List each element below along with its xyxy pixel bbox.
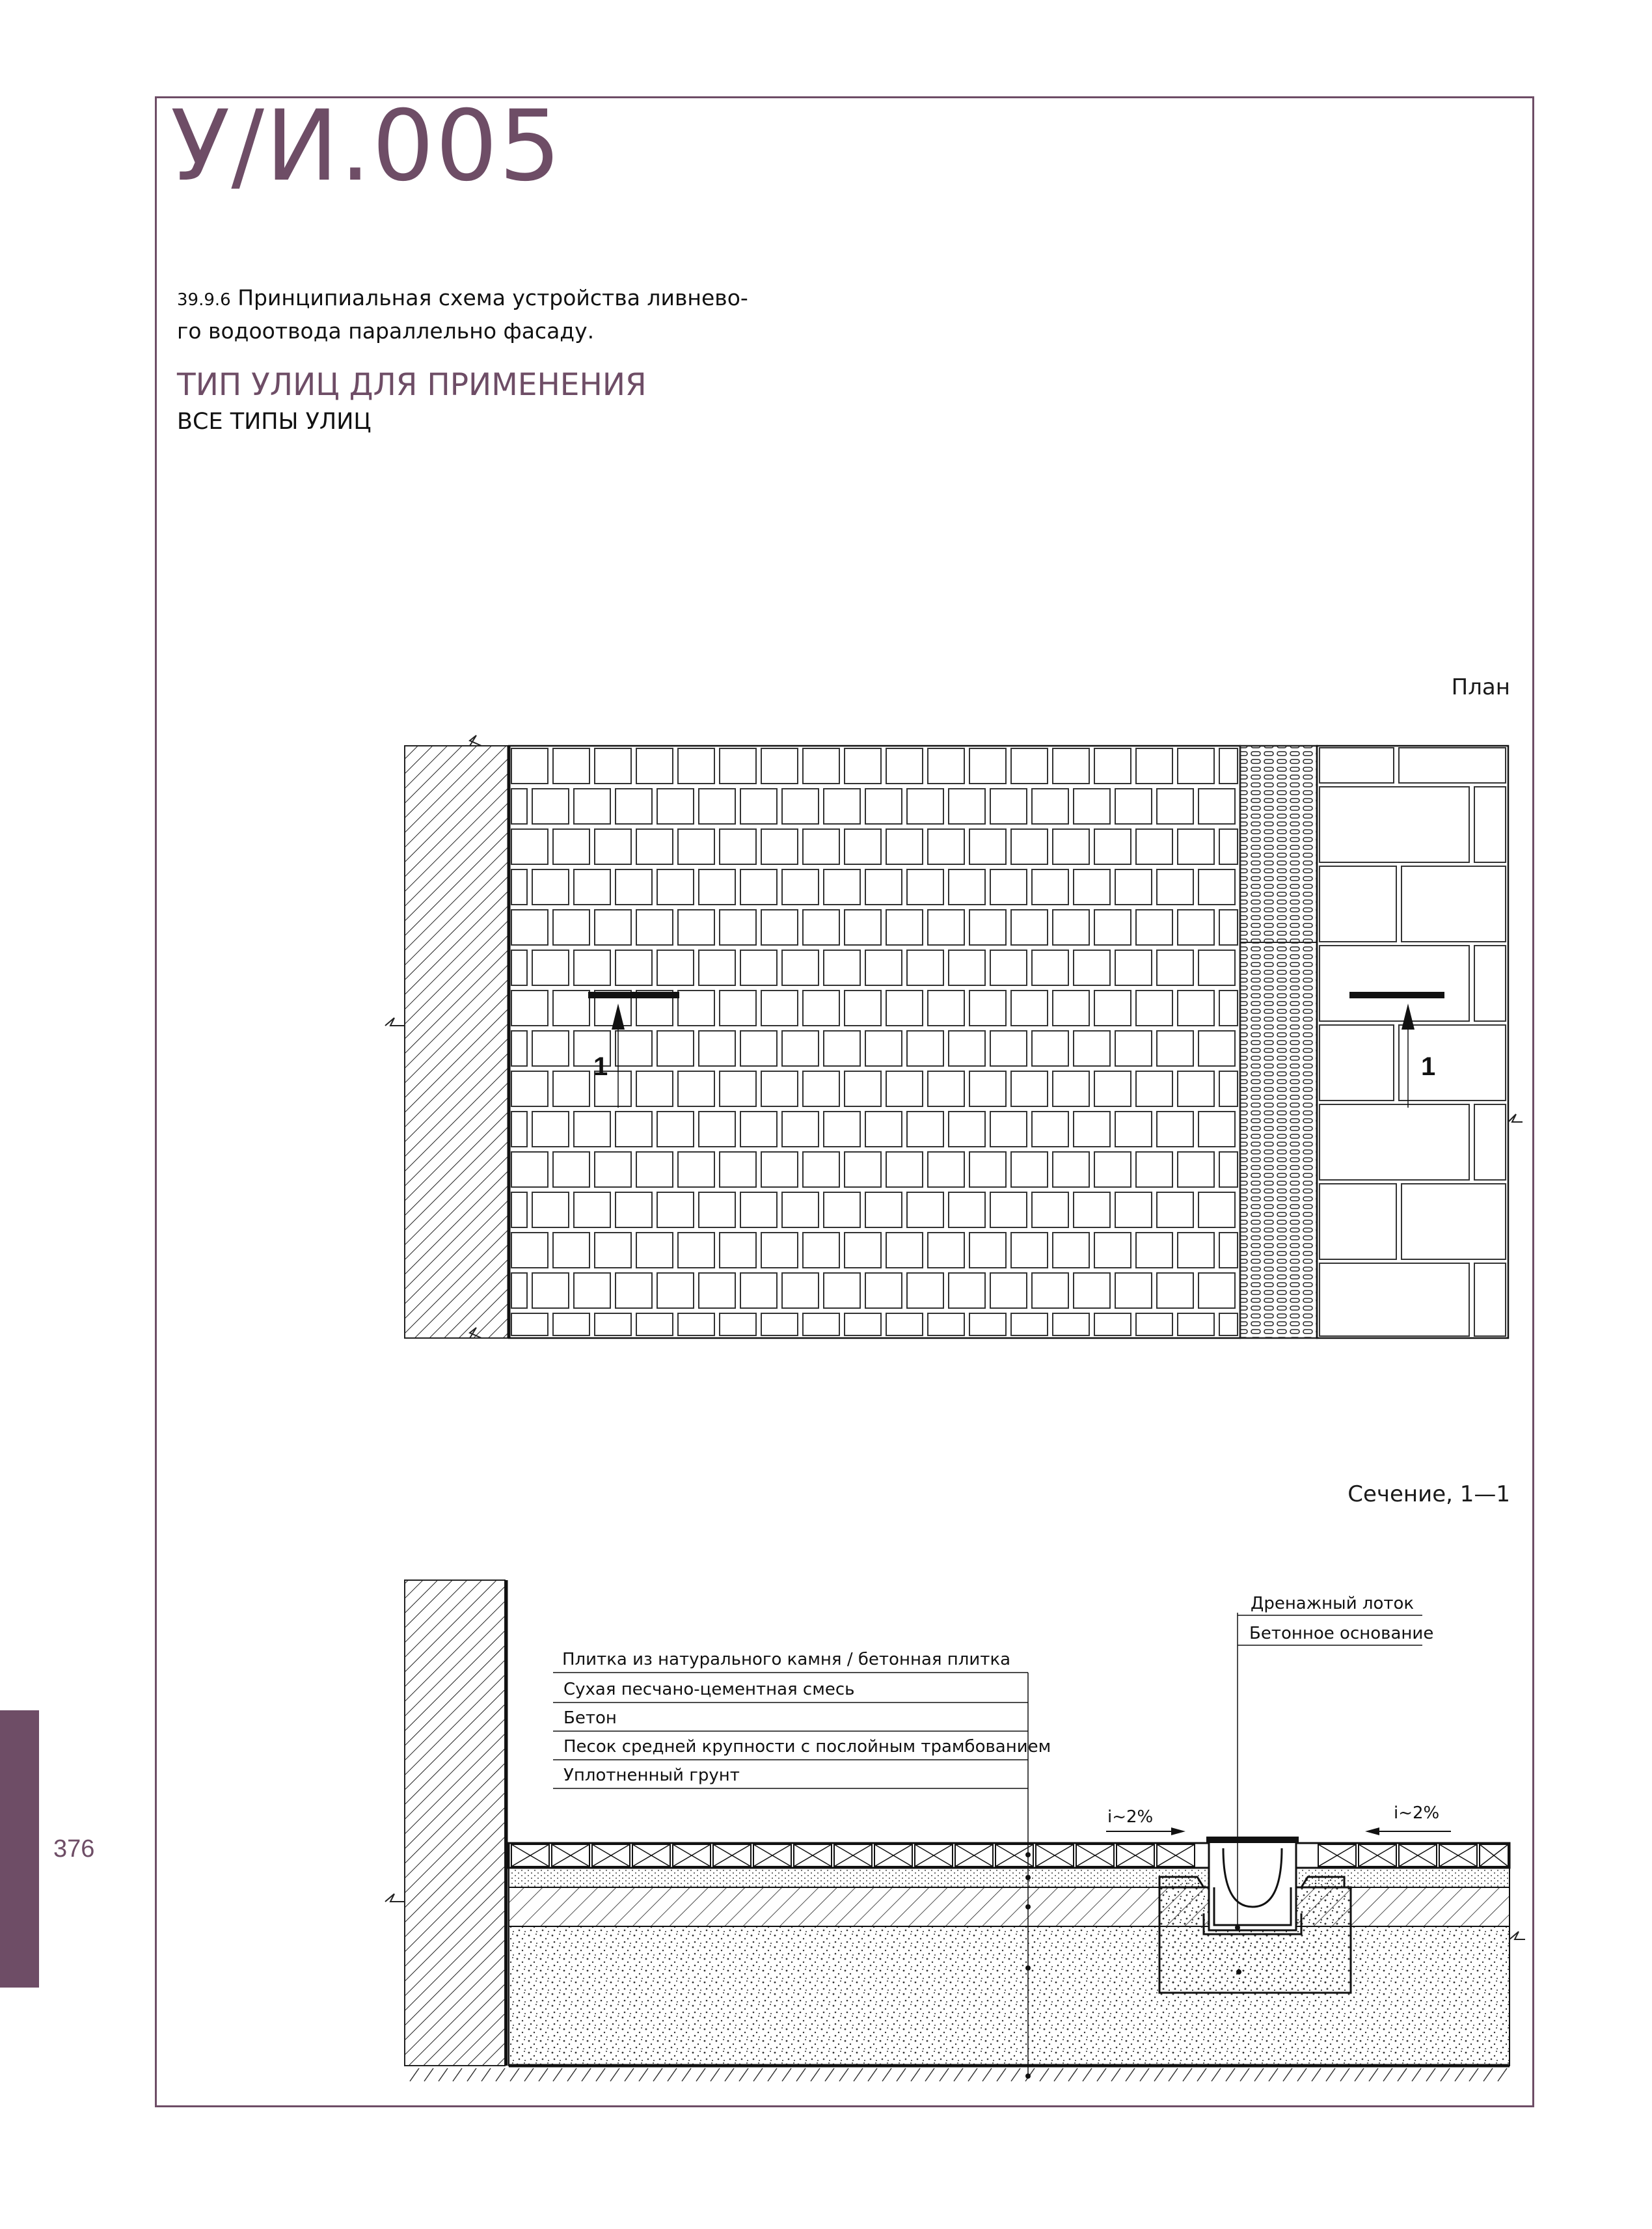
section-break-left bbox=[385, 1894, 405, 1902]
cut-mark-left-bar bbox=[588, 992, 679, 998]
street-type-value: ВСЕ ТИПЫ УЛИЦ bbox=[177, 409, 372, 435]
plan-label: План bbox=[1451, 674, 1510, 700]
detail-code: У/И.005 bbox=[170, 90, 563, 203]
plan-wall bbox=[405, 746, 509, 1338]
description-number: 39.9.6 bbox=[177, 290, 231, 310]
section-concrete bbox=[509, 1887, 1510, 1926]
drain-label-foundation: Бетонное основание bbox=[1249, 1624, 1434, 1643]
section-paving-row bbox=[511, 1844, 1508, 1867]
description-line2: го водоотвода параллельно фасаду. bbox=[177, 318, 595, 344]
section-break-right bbox=[1510, 1932, 1525, 1939]
section-sand-cement bbox=[509, 1868, 1510, 1887]
page-number: 376 bbox=[53, 1835, 95, 1863]
section-label: Сечение, 1—1 bbox=[1347, 1481, 1510, 1507]
layer-label-tiles: Плитка из натурального камня / бетонная плитка bbox=[562, 1650, 1011, 1669]
plan-drain-channel bbox=[1240, 746, 1317, 1338]
drain-channel bbox=[1204, 1837, 1301, 1934]
plan-drawing bbox=[385, 735, 1523, 1338]
layer-label-sand: Песок средней крупности с послойным трамбованием bbox=[563, 1737, 1051, 1757]
cut-mark-right-bar bbox=[1349, 992, 1444, 998]
layer-label-ground: Уплотненный грунт bbox=[563, 1766, 740, 1785]
plan-break-top bbox=[470, 735, 481, 746]
cut-mark-left-number: 1 bbox=[593, 1052, 608, 1081]
slope-left-label: i~2% bbox=[1107, 1807, 1154, 1827]
drain-label-channel: Дренажный лоток bbox=[1251, 1594, 1415, 1613]
layer-labels bbox=[553, 1594, 1439, 1827]
plan-break-right bbox=[1508, 1114, 1523, 1122]
layer-label-sand-cement: Сухая песчано-цементная смесь bbox=[563, 1680, 855, 1699]
section-ground bbox=[410, 2068, 1507, 2081]
plan-break-left bbox=[385, 1018, 405, 1026]
slope-right-label: i~2% bbox=[1394, 1803, 1440, 1823]
street-type-title: ТИП УЛИЦ ДЛЯ ПРИМЕНЕНИЯ bbox=[177, 367, 647, 403]
section-wall bbox=[405, 1580, 505, 2066]
plan-slabs bbox=[1317, 746, 1508, 1338]
description-line1: Принципиальная схема устройства ливнево- bbox=[237, 285, 748, 310]
layer-label-concrete: Бетон bbox=[563, 1708, 617, 1728]
section-sand bbox=[509, 1926, 1510, 2066]
cut-mark-right-number: 1 bbox=[1421, 1052, 1436, 1081]
